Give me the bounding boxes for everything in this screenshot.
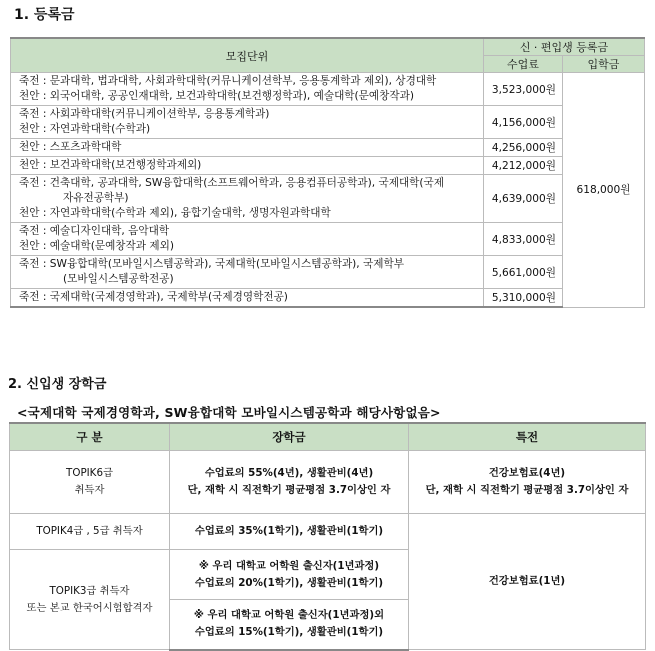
header-scholarship: 장학금 — [170, 423, 409, 451]
unit-line: 죽전 : SW융합대학(모바일시스템공학과), 국제대학(모바일시스템공학과), 국제학부 — [19, 258, 404, 270]
tuition-table — [10, 37, 645, 308]
category-line: TOPIK4급 , 5급 취득자 — [36, 525, 143, 537]
tuition-fee: 3,523,000원 — [484, 73, 563, 106]
table-row — [11, 289, 645, 308]
category-line: TOPIK6급 — [66, 467, 113, 479]
table-row — [11, 157, 645, 175]
table-row — [11, 175, 645, 223]
table-row — [11, 223, 645, 256]
category-line: TOPIK3급 취득자 — [49, 584, 130, 597]
tuition-fee: 4,212,000원 — [484, 157, 563, 175]
scholarship-line: ※ 우리 대학교 어학원 출신자(1년과정) — [198, 559, 380, 572]
unit-line: 천안 : 자연과학대학(수학과) — [19, 123, 151, 135]
tuition-fee: 5,310,000원 — [484, 289, 563, 308]
table-row — [11, 139, 645, 157]
header-admission: 입학금 — [563, 56, 645, 73]
unit-line: 천안 : 보건과학대학(보건행정학과제외) — [19, 159, 202, 171]
benefit-line: 단, 재학 시 직전학기 평균평점 3.7이상인 자 — [425, 484, 629, 496]
unit-line: 죽전 : 국제대학(국제경영학과), 국제학부(국제경영학전공) — [19, 291, 288, 303]
header-unit: 모집단위 — [11, 38, 484, 73]
scholarship-line: 단, 재학 시 직전학기 평균평점 3.7이상인 자 — [187, 484, 391, 496]
section2-title: 2. 신입생 장학금 — [8, 377, 107, 392]
unit-line: 죽전 : 사회과학대학(커뮤니케이션학부, 응용통계학과) — [19, 108, 270, 120]
tuition-fee: 4,833,000원 — [484, 223, 563, 256]
tuition-fee: 5,661,000원 — [484, 256, 563, 289]
table-row — [11, 73, 645, 106]
scholarship-note: <국제대학 국제경영학과, SW융합대학 모바일시스템공학과 해당사항없음> — [17, 405, 441, 420]
tuition-fee: 4,156,000원 — [484, 106, 563, 139]
scholarship-line: 수업료의 35%(1학기), 생활관비(1학기) — [194, 525, 384, 537]
scholarship-line: ※ 우리 대학교 어학원 출신자(1년과정)외 — [193, 609, 385, 622]
category-line: 또는 본교 한국어시험합격자 — [26, 601, 153, 614]
table-row — [11, 256, 645, 289]
tuition-fee: 4,639,000원 — [484, 175, 563, 223]
unit-line: 죽전 : 문과대학, 법과대학, 사회과학대학(커뮤니케이션학부, 응용통계학과 제외), 상경대학 — [19, 75, 437, 87]
admission-fee: 618,000원 — [563, 73, 645, 308]
tuition-fee: 4,256,000원 — [484, 139, 563, 157]
section1-title: 1. 등록금 — [14, 7, 75, 23]
unit-line: 천안 : 스포츠과학대학 — [19, 141, 122, 153]
scholarship-line: 수업료의 55%(4년), 생활관비(4년) — [204, 467, 374, 479]
unit-line: 천안 : 예술대학(문예창작과 제외) — [19, 240, 174, 252]
unit-line: 죽전 : 예술디자인대학, 음악대학 — [19, 225, 170, 237]
unit-line: 죽전 : 건축대학, 공과대학, SW융합대학(소프트웨어학과, 응용컴퓨터공학과), 국제대학(국제 — [19, 177, 445, 189]
benefit-line: 건강보험료(1년) — [488, 575, 566, 587]
table-row — [10, 451, 646, 514]
header-benefit: 특전 — [409, 423, 646, 451]
benefit-line: 건강보험료(4년) — [488, 467, 566, 479]
category-line: 취득자 — [74, 484, 105, 496]
unit-line: (모바일시스템공학전공) — [63, 273, 174, 285]
unit-line: 천안 : 자연과학대학(수학과 제외), 융합기술대학, 생명자원과학대학 — [19, 207, 331, 219]
unit-line: 천안 : 외국어대학, 공공인재대학, 보건과학대학(보건행정학과), 예술대학(문예창작과) — [19, 90, 414, 102]
table-row — [11, 106, 645, 139]
unit-line: 자유전공학부) — [63, 192, 129, 204]
header-tuition: 수업료 — [484, 56, 563, 73]
header-category: 구 분 — [10, 423, 170, 451]
scholarship-line: 수업료의 20%(1학기), 생활관비(1학기) — [194, 576, 384, 589]
table-row — [10, 514, 646, 550]
header-fee-group: 신 · 편입생 등록금 — [484, 38, 645, 56]
scholarship-line: 수업료의 15%(1학기), 생활관비(1학기) — [194, 626, 384, 639]
scholarship-table — [9, 422, 646, 651]
